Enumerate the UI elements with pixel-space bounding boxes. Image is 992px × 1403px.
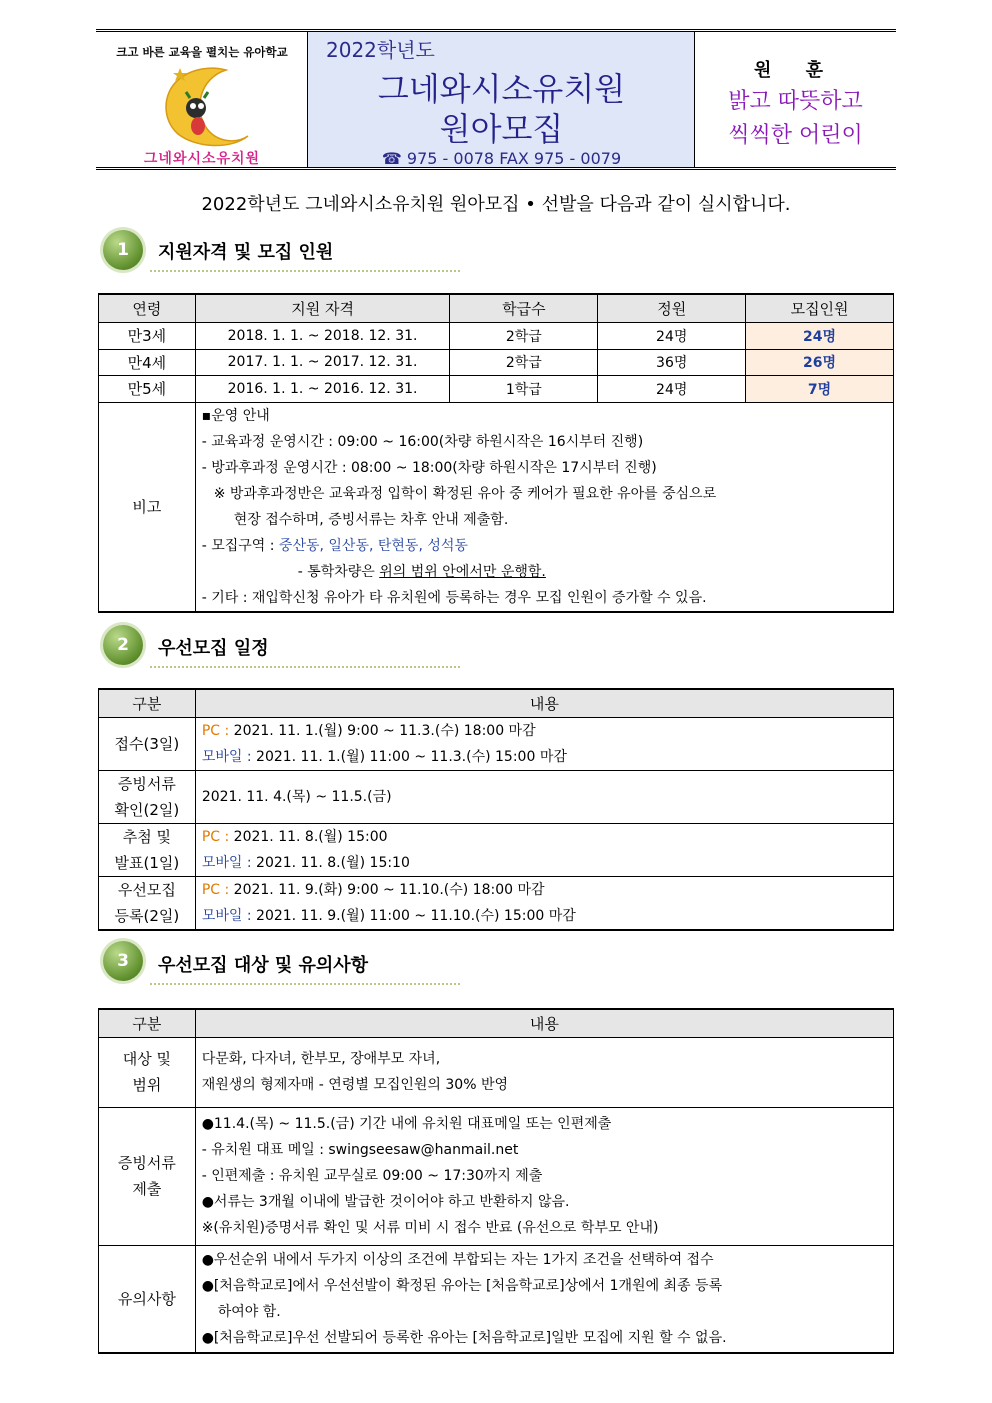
content-line: 하여야 함. — [217, 1303, 281, 1320]
pc-text: 2021. 11. 9.(화) 9:00 ~ 11.10.(수) 18:00 마감 — [233, 881, 545, 898]
col-header-content: 내용 — [195, 689, 893, 717]
section-3-underline — [150, 983, 460, 985]
col-header-category: 구분 — [99, 1009, 196, 1037]
age-cell: 만5세 — [99, 375, 196, 402]
phone-number: 975 - 0078 FAX 975 - 0079 — [406, 149, 622, 168]
school-year: 2022학년도 — [326, 38, 435, 62]
section-1-underline — [150, 270, 460, 272]
col-header-qualification: 지원 자격 — [195, 294, 450, 322]
pc-text: 2021. 11. 1.(월) 9:00 ~ 11.3.(수) 18:00 마감 — [233, 722, 536, 739]
row-label — [99, 1037, 196, 1107]
content-line: - 유치원 대표 메일 : swingseesaw@hanmail.net — [201, 1142, 519, 1158]
row-content — [195, 770, 893, 823]
intro-text: 2022학년도 그네와시소유치원 원아모집 • 선발을 다음과 같이 실시합니다. — [201, 194, 791, 215]
pc-label: PC : — [201, 881, 230, 898]
note-line: 현장 접수하며, 증빙서류는 차후 안내 제출함. — [233, 511, 509, 528]
section-1-number: 1 — [103, 230, 143, 270]
motto-line-1: 밝고 따뜻하고 — [728, 89, 863, 114]
row-content — [195, 1107, 893, 1245]
kindergarten-name: 그네와시소유치원 — [377, 70, 626, 108]
zone-list: 중산동, 일산동, 탄현동, 성석동 — [278, 537, 468, 554]
mobile-text: 2021. 11. 8.(월) 15:10 — [256, 854, 410, 871]
note-line — [202, 533, 887, 559]
mobile-text: 2021. 11. 9.(월) 11:00 ~ 11.10.(수) 15:00 마감 — [256, 907, 576, 924]
mobile-line — [202, 850, 887, 876]
table-row — [99, 349, 894, 375]
capacity-cell: 24명 — [598, 322, 746, 349]
slogan: 크고 바른 교육을 펼치는 유아학교 — [116, 45, 288, 59]
notes-row — [99, 402, 894, 612]
table-row — [99, 1107, 894, 1245]
content-line: ●11.4.(목) ~ 11.5.(금) 기간 내에 유치원 대표메일 또는 인편제출 — [201, 1116, 612, 1132]
content-line: ●서류는 3개월 이내에 발급한 것이어야 하고 반환하지 않음. — [201, 1194, 570, 1210]
zone-label: - 모집구역 : — [201, 537, 279, 554]
row-label-text: 증빙서류 — [117, 1154, 176, 1172]
row-label — [99, 823, 196, 876]
pc-label: PC : — [201, 828, 230, 845]
motto-title: 원 훈 — [753, 60, 838, 81]
content-line: ●[처음학교로]우선 선발되어 등록한 유아는 [처음학교로]일반 모집에 지원 할 수 없음. — [201, 1329, 727, 1346]
mobile-label: 모바일 : — [201, 854, 252, 871]
pc-text: 2021. 11. 8.(월) 15:00 — [233, 828, 388, 845]
capacity-cell: 24명 — [598, 375, 746, 402]
logo-cell — [96, 32, 308, 167]
section-2-underline — [150, 666, 460, 668]
recruit-cell: 26명 — [746, 349, 894, 375]
col-header-recruit: 모집인원 — [746, 294, 894, 322]
row-label — [99, 876, 196, 930]
table-row — [99, 770, 894, 823]
section-3-number: 3 — [103, 941, 143, 981]
content-line: 재원생의 형제자매 - 연령별 모집인원의 30% 반영 — [201, 1077, 508, 1093]
row-label — [99, 770, 196, 823]
phone-line — [308, 149, 695, 168]
content-line: ●[처음학교로]에서 우선선발이 확정된 유아는 [처음학교로]상에서 1개원에 최종 등록 — [201, 1277, 723, 1294]
schedule-table — [98, 688, 894, 931]
row-content — [195, 823, 893, 876]
note-line — [202, 559, 887, 585]
note-line: - 방과후과정 운영시간 : 08:00 ~ 18:00(차량 하원시작은 17시부터 진행) — [201, 459, 657, 476]
row-label-text: 추첨 및 — [122, 827, 172, 846]
logo-name: 그네와시소유치원 — [143, 151, 261, 167]
capacity-cell: 36명 — [598, 349, 746, 375]
age-cell: 만3세 — [99, 322, 196, 349]
recruit-cell: 24명 — [746, 322, 894, 349]
row-content — [195, 1245, 893, 1353]
table-header-row — [99, 294, 894, 322]
pc-line — [202, 824, 887, 850]
pc-line — [202, 718, 887, 744]
section-2-title: 우선모집 일정 — [158, 638, 269, 659]
col-header-category: 구분 — [99, 689, 196, 717]
row-label-text: 발표(1일) — [114, 853, 180, 872]
qualification-cell: 2018. 1. 1. ~ 2018. 12. 31. — [195, 322, 450, 349]
age-cell: 만4세 — [99, 349, 196, 375]
mobile-line — [202, 744, 887, 770]
row-content — [195, 717, 893, 770]
classes-cell: 1학급 — [450, 375, 598, 402]
notes-cell — [195, 402, 893, 612]
row-content — [195, 1037, 893, 1107]
row-label-text: 제출 — [132, 1180, 162, 1198]
notes-label: 비고 — [99, 402, 196, 612]
bus-label: - 통학차량은 — [297, 563, 380, 580]
priority-table — [98, 1008, 894, 1354]
motto-cell — [695, 32, 896, 167]
row-label-text: 접수(3일) — [114, 735, 180, 753]
table-row — [99, 1037, 894, 1107]
note-line: - 교육과정 운영시간 : 09:00 ~ 16:00(차량 하원시작은 16시부터 진행) — [201, 433, 644, 450]
row-label-text: 대상 및 — [122, 1050, 171, 1068]
table-header-row — [99, 689, 894, 717]
row-label — [99, 717, 196, 770]
row-content — [195, 876, 893, 930]
qualification-cell: 2016. 1. 1. ~ 2016. 12. 31. — [195, 375, 450, 402]
mobile-line — [202, 903, 887, 929]
content-line: ※(유치원)증명서류 확인 및 서류 미비 시 접수 반료 (유선으로 학부모 안내) — [201, 1220, 659, 1236]
col-header-content: 내용 — [195, 1009, 893, 1037]
table-row — [99, 1245, 894, 1353]
section-1-title: 지원자격 및 모집 인원 — [158, 242, 334, 263]
recruit-title: 원아모집 — [439, 110, 564, 148]
phone-icon: ☎ — [381, 149, 402, 168]
section-2-number: 2 — [103, 625, 143, 665]
table-row — [99, 375, 894, 402]
mobile-label: 모바일 : — [201, 748, 252, 765]
note-line: ▪운영 안내 — [201, 407, 270, 424]
content-text: 2021. 11. 4.(목) ~ 11.5.(금) — [201, 788, 392, 805]
row-label-text: 우선모집 — [117, 880, 176, 899]
table-row — [99, 823, 894, 876]
content-line: ●우선순위 내에서 두가지 이상의 조건에 부합되는 자는 1가지 조건을 선택하여 접수 — [201, 1251, 714, 1268]
col-header-classes: 학급수 — [450, 294, 598, 322]
row-label-text: 범위 — [132, 1076, 162, 1094]
bus-note: 위의 범위 안에서만 운행함. — [379, 563, 546, 580]
row-label-text: 증빙서류 — [117, 774, 176, 793]
table-row — [99, 717, 894, 770]
row-label-text: 확인(2일) — [114, 800, 180, 819]
note-line: ※ 방과후과정반은 교육과정 입학이 확정된 유아 중 케어가 필요한 유아를 중심으로 — [213, 485, 717, 502]
content-line: - 인편제출 : 유치원 교무실로 09:00 ~ 17:30까지 제출 — [201, 1168, 543, 1184]
title-cell — [308, 32, 695, 167]
classes-cell: 2학급 — [450, 349, 598, 375]
row-label-text: 등록(2일) — [114, 906, 180, 925]
mobile-text: 2021. 11. 1.(월) 11:00 ~ 11.3.(수) 15:00 마감 — [256, 748, 567, 765]
eligibility-table — [98, 293, 894, 613]
classes-cell: 2학급 — [450, 322, 598, 349]
content-line: 다문화, 다자녀, 한부모, 장애부모 자녀, — [201, 1051, 441, 1067]
section-3-title: 우선모집 대상 및 유의사항 — [158, 955, 369, 976]
col-header-age: 연령 — [99, 294, 196, 322]
moon-logo-icon — [156, 64, 252, 148]
pc-line — [202, 877, 887, 903]
qualification-cell: 2017. 1. 1. ~ 2017. 12. 31. — [195, 349, 450, 375]
row-label — [99, 1107, 196, 1245]
mobile-label: 모바일 : — [201, 907, 252, 924]
motto-line-2: 씩씩한 어린이 — [728, 123, 863, 148]
row-label: 유의사항 — [99, 1245, 196, 1353]
pc-label: PC : — [201, 722, 230, 739]
table-row — [99, 322, 894, 349]
table-header-row — [99, 1009, 894, 1037]
header-box — [96, 29, 896, 170]
table-row — [99, 876, 894, 930]
note-line: - 기타 : 재입학신청 유아가 타 유치원에 등록하는 경우 모집 인원이 증가할 수 있음. — [201, 589, 707, 606]
col-header-capacity: 정원 — [598, 294, 746, 322]
recruit-cell: 7명 — [746, 375, 894, 402]
